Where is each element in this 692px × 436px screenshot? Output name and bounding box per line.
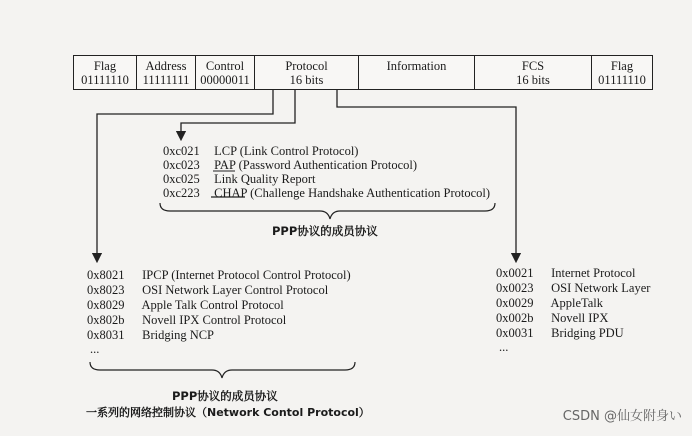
field-name: Information [386, 59, 447, 73]
protocol-name: CHAP [214, 186, 248, 200]
protocol-name: LCP [214, 144, 237, 158]
protocol-code: 0x0021 [496, 266, 534, 280]
field-name: FCS [521, 58, 545, 73]
field-name: Address [145, 58, 187, 73]
watermark: CSDN @仙女附身い [562, 409, 682, 424]
ncp-caption-line1: PPP协议的成员协议 [172, 389, 278, 403]
field-name: Control [205, 58, 245, 73]
list-item [163, 144, 358, 158]
protocol-code: 0x8021 [87, 268, 125, 282]
field-name: Flag [93, 58, 117, 73]
field-name: Flag [610, 58, 634, 73]
protocol-code: 0xc223 [163, 186, 200, 200]
protocol-name: Link Quality Report [214, 172, 316, 186]
field-value: 11111111 [142, 72, 190, 87]
protocol-code: 0x002b [496, 311, 534, 325]
list-ellipsis: ... [90, 342, 100, 356]
list-item [496, 311, 608, 325]
list-item [496, 296, 603, 310]
protocol-name: OSI Network Layer Control Protocol [142, 283, 329, 297]
protocol-code: 0x0023 [496, 281, 534, 295]
list-item [163, 186, 490, 200]
list-item [87, 283, 328, 297]
list-item [87, 313, 286, 327]
field-value: 01111110 [598, 72, 646, 87]
protocol-name: AppleTalk [550, 296, 604, 310]
list-item [496, 266, 635, 280]
protocol-code: 0x0029 [496, 296, 534, 310]
protocol-name: Apple Talk Control Protocol [141, 298, 284, 312]
arrow-to-member-protocols [181, 90, 295, 136]
brace-ncp-protocols [90, 362, 355, 378]
protocol-code: 0xc021 [163, 144, 200, 158]
list-item [496, 281, 650, 295]
protocol-code: 0x8023 [87, 283, 125, 297]
protocol-desc: (Challenge Handshake Authentication Protocol) [250, 186, 491, 200]
field-value: 16 bits [289, 72, 324, 87]
list-ellipsis: ... [499, 340, 509, 354]
protocol-code: 0x8031 [87, 328, 125, 342]
protocol-name: Novell IPX Control Protocol [142, 313, 287, 327]
protocol-name: Bridging NCP [142, 328, 215, 342]
member-protocols-caption: PPP协议的成员协议 [272, 224, 378, 238]
list-item [87, 328, 214, 342]
list-item [87, 268, 351, 282]
ncp-caption-line2: 一系列的网络控制协议（Network Contol Protocol） [86, 406, 370, 419]
protocol-name: Novell IPX [551, 311, 609, 325]
protocol-name: IPCP [142, 268, 169, 282]
list-item [496, 326, 624, 340]
protocol-code: 0xc025 [163, 172, 200, 186]
field-value: 16 bits [516, 72, 550, 87]
field-value: 00000011 [200, 72, 250, 87]
protocol-desc: (Password Authentication Protocol) [238, 158, 418, 172]
list-item [163, 158, 417, 172]
list-item [87, 298, 284, 312]
protocol-code: 0x802b [87, 313, 125, 327]
protocol-desc: (Internet Protocol Control Protocol) [171, 268, 351, 282]
protocol-name: Internet Protocol [551, 266, 636, 280]
field-name: Protocol [285, 58, 328, 73]
protocol-name: OSI Network Layer [551, 281, 651, 295]
field-value: 01111110 [81, 72, 129, 87]
protocol-code: 0x0031 [496, 326, 534, 340]
protocol-code: 0x8029 [87, 298, 125, 312]
brace-member-protocols [160, 203, 495, 219]
protocol-name: PAP [214, 158, 236, 172]
protocol-code: 0xc023 [163, 158, 200, 172]
list-item [163, 172, 316, 186]
protocol-desc: (Link Control Protocol) [239, 144, 359, 158]
protocol-name: Bridging PDU [551, 326, 624, 340]
